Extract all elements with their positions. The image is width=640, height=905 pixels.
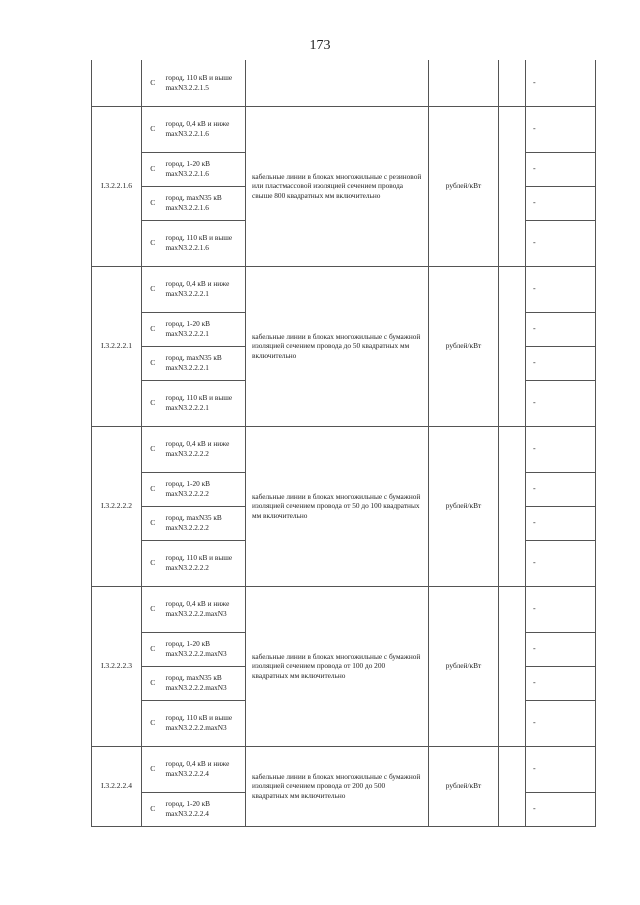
value-cell: - xyxy=(526,792,596,826)
line-description: кабельные линии в блоках многожильные с бумажной изоляцией сечением провода до 50 квадратных мм включительно xyxy=(246,266,429,426)
table-row xyxy=(92,106,596,152)
category-flag: С xyxy=(142,152,164,186)
line-description xyxy=(246,60,429,106)
voltage-level: город, 0,4 кВ и ниже maxN3.2.2.2.2 xyxy=(164,426,246,472)
value-cell: - xyxy=(526,632,596,666)
unit-cell: рублей/кВт xyxy=(429,266,499,426)
voltage-level: город, 0,4 кВ и ниже maxN3.2.2.2.4 xyxy=(164,746,246,792)
value-cell-empty xyxy=(499,746,526,826)
category-flag: С xyxy=(142,106,164,152)
line-description: кабельные линии в блоках многожильные с бумажной изоляцией сечением провода от 200 до 500 квадратных мм включительно xyxy=(246,746,429,826)
category-flag: С xyxy=(142,426,164,472)
category-flag: С xyxy=(142,346,164,380)
row-code: I.3.2.2.2.3 xyxy=(92,586,142,746)
value-cell: - xyxy=(526,220,596,266)
value-cell: - xyxy=(526,186,596,220)
value-cell-empty xyxy=(499,586,526,746)
value-cell: - xyxy=(526,426,596,472)
value-cell: - xyxy=(526,540,596,586)
category-flag: С xyxy=(142,586,164,632)
table-row xyxy=(92,586,596,632)
tariff-body xyxy=(92,60,596,826)
value-cell-empty xyxy=(499,106,526,266)
voltage-level: город, 1-20 кВ maxN3.2.2.2.1 xyxy=(164,312,246,346)
value-cell: - xyxy=(526,586,596,632)
unit-cell xyxy=(429,60,499,106)
unit-cell: рублей/кВт xyxy=(429,106,499,266)
value-cell: - xyxy=(526,666,596,700)
value-cell-empty xyxy=(499,426,526,586)
voltage-level: город, 110 кВ и выше maxN3.2.2.2.maxN3 xyxy=(164,700,246,746)
category-flag: С xyxy=(142,60,164,106)
table-row xyxy=(92,746,596,792)
voltage-level: город, maxN35 кВ maxN3.2.2.2.2 xyxy=(164,506,246,540)
value-cell: - xyxy=(526,700,596,746)
voltage-level: город, 110 кВ и выше maxN3.2.2.1.5 xyxy=(164,60,246,106)
value-cell: - xyxy=(526,312,596,346)
value-cell-empty xyxy=(499,60,526,106)
unit-cell: рублей/кВт xyxy=(429,586,499,746)
value-cell: - xyxy=(526,152,596,186)
category-flag: С xyxy=(142,186,164,220)
page-number: 173 xyxy=(309,38,331,53)
category-flag: С xyxy=(142,312,164,346)
voltage-level: город, 1-20 кВ maxN3.2.2.2.2 xyxy=(164,472,246,506)
category-flag: С xyxy=(142,220,164,266)
voltage-level: город, 1-20 кВ maxN3.2.2.2.4 xyxy=(164,792,246,826)
category-flag: С xyxy=(142,540,164,586)
value-cell: - xyxy=(526,60,596,106)
row-code: I.3.2.2.2.1 xyxy=(92,266,142,426)
voltage-level: город, 0,4 кВ и ниже maxN3.2.2.1.6 xyxy=(164,106,246,152)
voltage-level: город, maxN35 кВ maxN3.2.2.2.1 xyxy=(164,346,246,380)
value-cell: - xyxy=(526,106,596,152)
value-cell: - xyxy=(526,506,596,540)
voltage-level: город, 1-20 кВ maxN3.2.2.1.6 xyxy=(164,152,246,186)
value-cell: - xyxy=(526,472,596,506)
category-flag: С xyxy=(142,632,164,666)
voltage-level: город, maxN35 кВ maxN3.2.2.2.maxN3 xyxy=(164,666,246,700)
value-cell: - xyxy=(526,380,596,426)
tariff-table xyxy=(91,60,596,827)
voltage-level: город, 110 кВ и выше maxN3.2.2.2.1 xyxy=(164,380,246,426)
category-flag: С xyxy=(142,792,164,826)
table-row xyxy=(92,426,596,472)
line-description: кабельные линии в блоках многожильные с бумажной изоляцией сечением провода от 50 до 100 квадратных мм включительно xyxy=(246,426,429,586)
value-cell-empty xyxy=(499,266,526,426)
category-flag: С xyxy=(142,266,164,312)
row-code: I.3.2.2.2.4 xyxy=(92,746,142,826)
line-description: кабельные линии в блоках многожильные с бумажной изоляцией сечением провода от 100 до 200 квадратных мм включительно xyxy=(246,586,429,746)
row-code: I.3.2.2.2.2 xyxy=(92,426,142,586)
line-description: кабельные линии в блоках многожильные с резиновой или пластмассовой изоляцией сечением провода свыше 800 квадратных мм включительно xyxy=(246,106,429,266)
voltage-level: город, maxN35 кВ maxN3.2.2.1.6 xyxy=(164,186,246,220)
category-flag: С xyxy=(142,506,164,540)
value-cell: - xyxy=(526,346,596,380)
category-flag: С xyxy=(142,700,164,746)
unit-cell: рублей/кВт xyxy=(429,746,499,826)
table-row xyxy=(92,60,596,106)
voltage-level: город, 0,4 кВ и ниже maxN3.2.2.2.maxN3 xyxy=(164,586,246,632)
category-flag: С xyxy=(142,666,164,700)
row-code xyxy=(92,60,142,106)
row-code: I.3.2.2.1.6 xyxy=(92,106,142,266)
voltage-level: город, 110 кВ и выше maxN3.2.2.1.6 xyxy=(164,220,246,266)
unit-cell: рублей/кВт xyxy=(429,426,499,586)
voltage-level: город, 0,4 кВ и ниже maxN3.2.2.2.1 xyxy=(164,266,246,312)
category-flag: С xyxy=(142,472,164,506)
voltage-level: город, 110 кВ и выше maxN3.2.2.2.2 xyxy=(164,540,246,586)
category-flag: С xyxy=(142,746,164,792)
category-flag: С xyxy=(142,380,164,426)
value-cell: - xyxy=(526,266,596,312)
table-row xyxy=(92,266,596,312)
value-cell: - xyxy=(526,746,596,792)
voltage-level: город, 1-20 кВ maxN3.2.2.2.maxN3 xyxy=(164,632,246,666)
